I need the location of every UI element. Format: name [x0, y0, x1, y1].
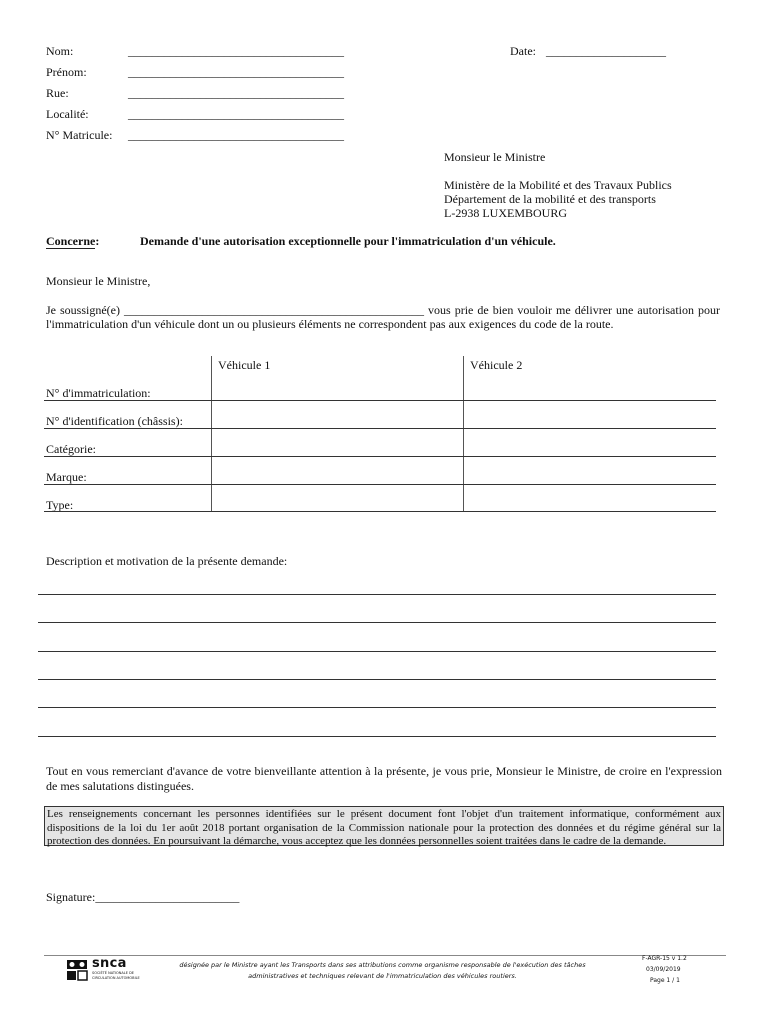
date-blank[interactable]: ____________________: [546, 44, 666, 58]
field-label-localite: Localité:: [46, 107, 89, 121]
privacy-notice: Les renseignements concernant les personnes identifiées sur le présent document font l'objet d'un traitement informatique, conformément aux dispositions de la loi du 1er août 2018 portant organisation de la Commission nationale pour la protection des données et du régime général sur la protection des données. En poursuivant la démarche, vous acceptez que les données personnelles soient traitées dans le cadre de la demande.: [44, 806, 724, 846]
description-label: Description et motivation de la présente demande:: [46, 554, 288, 568]
recipient-line-3: L-2938 LUXEMBOURG: [444, 206, 567, 220]
form-reference: F-AGR-15 v 1.2: [642, 955, 687, 962]
table-row-line: [44, 428, 716, 429]
table-row-label-marque: Marque:: [46, 470, 87, 484]
form-date: 03/09/2019: [646, 966, 681, 973]
page-number: Page 1 / 1: [650, 977, 680, 984]
date-label: Date:: [510, 44, 536, 58]
table-row-line: [44, 484, 716, 485]
footer-text: désignée par le Ministre ayant les Transports dans ses attributions comme organisme responsable de l'exécution des tâches administratives et techniques relevant de l'immatriculation des véhicules routiers.: [179, 961, 586, 980]
table-divider-2: [463, 356, 464, 512]
description-line[interactable]: [38, 707, 716, 708]
field-blank-rue[interactable]: ____________________________________: [128, 86, 344, 100]
intro-paragraph: Je soussigné(e) __________________________________________________ vous prie de bien vouloir me délivrer une autorisation pour l'immatriculation d'un véhicule dont un ou plusieurs éléments ne correspondent pas aux exigences du code de la route.: [46, 303, 721, 331]
field-label-matricule: N° Matricule:: [46, 128, 113, 142]
signature-blank: ________________________: [95, 890, 240, 904]
logo-subtitle: SOCIÉTÉ NATIONALE DE CIRCULATION AUTOMOBILE: [92, 971, 140, 980]
description-line[interactable]: [38, 679, 716, 680]
field-blank-localite[interactable]: ____________________________________: [128, 107, 344, 121]
table-header-vehicle-2: Véhicule 2: [470, 358, 523, 372]
table-row-label-immatriculation: N° d'immatriculation:: [46, 386, 151, 400]
description-line[interactable]: [38, 594, 716, 595]
salutation: Monsieur le Ministre,: [46, 274, 151, 288]
field-blank-prenom[interactable]: ____________________________________: [128, 65, 344, 79]
field-blank-nom[interactable]: ____________________________________: [128, 44, 344, 58]
description-line[interactable]: [38, 651, 716, 652]
snca-logo: [66, 958, 146, 982]
table-row-line: [44, 511, 716, 512]
table-header-vehicle-1: Véhicule 1: [218, 358, 271, 372]
field-blank-matricule[interactable]: ____________________________________: [128, 128, 344, 142]
signature-label: Signature:: [46, 890, 96, 904]
field-label-prenom: Prénom:: [46, 65, 87, 79]
recipient-line-1: Ministère de la Mobilité et des Travaux Publics: [444, 178, 672, 192]
table-row-label-type: Type:: [46, 498, 74, 512]
closing-paragraph: Tout en vous remerciant d'avance de votre bienveillante attention à la présente, je vous prie, Monsieur le Ministre, de croire en l'expression de mes salutations distinguées.: [46, 764, 722, 793]
name-blank: __________________________________________________: [124, 303, 425, 317]
table-row-line: [44, 456, 716, 457]
recipient-title: Monsieur le Ministre: [444, 150, 546, 164]
field-label-rue: Rue:: [46, 86, 69, 100]
recipient-line-2: Département de la mobilité et des transports: [444, 192, 656, 206]
subject-label: Concerne:: [46, 234, 100, 248]
snca-emblem-icon: [66, 959, 88, 981]
table-row-line: [44, 400, 716, 401]
table-divider-1: [211, 356, 212, 512]
signature-field[interactable]: [46, 890, 239, 905]
description-line[interactable]: [38, 622, 716, 623]
table-row-label-categorie: Catégorie:: [46, 442, 96, 456]
table-row-label-chassis: N° d'identification (châssis):: [46, 414, 183, 428]
footer-rule: [44, 955, 726, 956]
description-line[interactable]: [38, 736, 716, 737]
subject-text: Demande d'une autorisation exceptionnelle pour l'immatriculation d'un véhicule.: [140, 234, 556, 248]
logo-wordmark: snca: [92, 956, 127, 971]
field-label-nom: Nom:: [46, 44, 74, 58]
